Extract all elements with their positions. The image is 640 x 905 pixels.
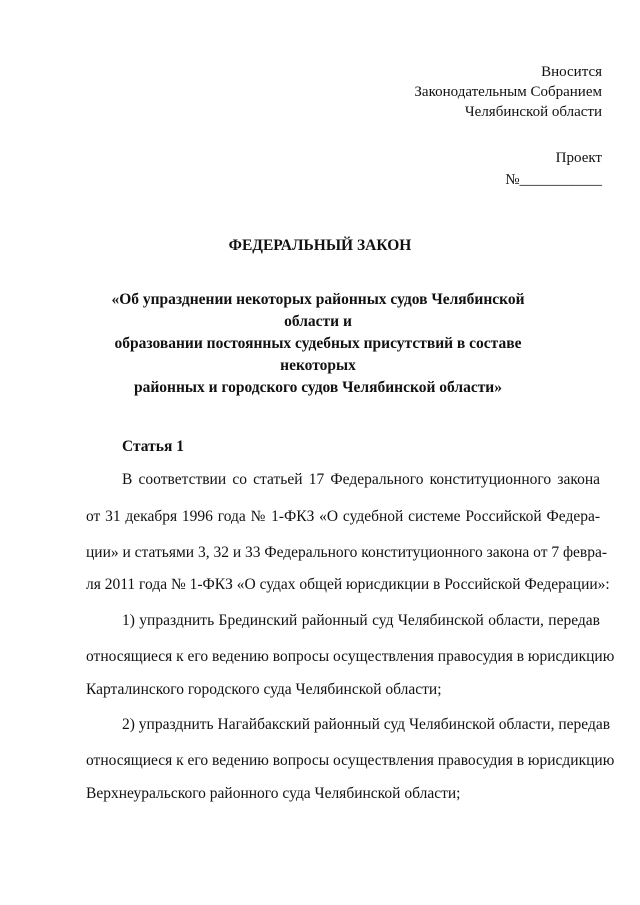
article-text-line: 2) упразднить Нагайбакский районный суд Челябинской области, передав — [122, 716, 611, 733]
document-title — [96, 289, 540, 399]
document-title-line: районных и городского судов Челябинской области» — [134, 379, 502, 396]
article-text-line: относящиеся к его ведению вопросы осуществления правосудия в юрисдикцию — [86, 752, 615, 769]
project-number: №___________ — [505, 172, 602, 188]
sender-block — [414, 62, 602, 122]
project-label: Проект — [555, 150, 602, 166]
article-text-line: относящиеся к его ведению вопросы осуществления правосудия в юрисдикцию — [86, 648, 615, 665]
article-heading: Статья 1 — [122, 438, 184, 455]
article-text-line: Карталинского городского суда Челябинской области; — [86, 681, 442, 698]
article-text-line: В соответствии со статьей 17 Федерального конституционного закона — [122, 471, 600, 488]
document-title-line: образовании постоянных судебных присутствий в составе некоторых — [114, 335, 522, 374]
sender-line: Челябинской области — [464, 104, 602, 120]
article-text-line: 1) упразднить Брединский районный суд Челябинской области, передав — [122, 612, 600, 629]
article-text-line: Верхнеуральского районного суда Челябинской области; — [86, 785, 461, 802]
article-text-line: ля 2011 года № 1-ФКЗ «О судах общей юрисдикции в Российской Федерации»: — [86, 576, 610, 593]
document-type: ФЕДЕРАЛЬНЫЙ ЗАКОН — [228, 237, 412, 254]
article-text-line: от 31 декабря 1996 года № 1-ФКЗ «О судебной системе Российской Федера- — [86, 508, 600, 525]
article-text-line: ции» и статьями 3, 32 и 33 Федерального конституционного закона от 7 февра- — [86, 544, 607, 561]
document-title-line: «Об упразднении некоторых районных судов Челябинской области и — [111, 291, 525, 330]
sender-line: Законодательным Собранием — [414, 84, 602, 100]
sender-line: Вносится — [541, 64, 602, 80]
